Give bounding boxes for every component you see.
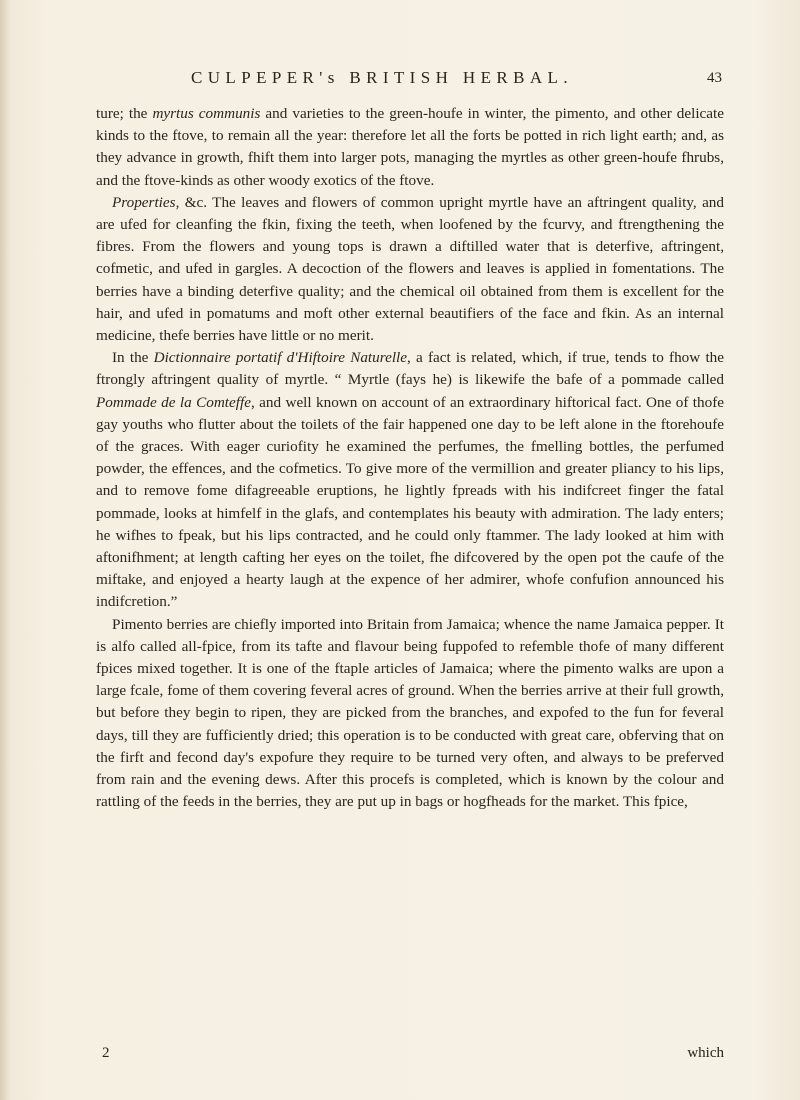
body-text [96,103,724,814]
italic-run: Pommade de la Comteffe [96,393,251,411]
signature-mark: 2 [102,1045,110,1061]
text-run: , and well known on account of an extraordinary hiftorical fact. One of thofe gay youths who flutter about the toilets of the fair happened one day to be left alone in the ftorehoufe of the graces. With eager curiofity he examined the perfumes, the fmelling bottles, the perfumed powder, the effences, and the cofmetics. To give more of the vermillion and greater pliancy to his lips, and to remove fome difagreeable eruptions, he lightly fpreads with his indifcreet finger the fatal pommade, looks at himfelf in the glafs, and contemplates his beauty with admiration. The lady enters; he wifhes to fpeak, but his lips contracted, and he could only ftammer. The lady looked at him with aftonifhment; at length cafting her eyes on the toilet, fhe difcovered by the open pot the caufe of the miftake, and enjoyed a hearty laugh at the expence of her admirer, whofe confufion announced his indifcretion.” [96,393,725,611]
text-run: and varieties to the green-houfe in winter, the pimento, and other delicate kinds to the ftove, to remain all the year: therefore let all the forts be potted in rich light earth; and, as they advance in growth, fhift them into larger pots, managing the myrtles as other green-houfe fhrubs, and the ftove-kinds as other woody exotics of the ftove. [96,105,724,189]
page-gutter-shadow [0,0,10,1100]
text-run: , &c. The leaves and flowers of common upright myrtle have an aftringent quality, and are ufed for cleanfing the fkin, fixing the teeth, when loofened by the fcurvy, and ftrengthening the fibres. From the flowers and young tops is drawn a diftilled water that is deterfive, aftringent, cofmetic, and ufed in gargles. A decoction of the flowers and leaves is applied in fomentations. The berries have a binding deterfive quality; and the chemical oil obtained from them is excellent for the hair, and ufed in pomatums and moft other external beautifiers of the face and fkin. As an internal medicine, thefe berries have little or no merit. [96,193,724,345]
running-title: CULPEPER's BRITISH HERBAL. [191,68,573,87]
paragraph-cultivation [96,103,724,192]
catchword: which [687,1045,724,1061]
paragraph-pimento [96,614,724,814]
text-run: In the [112,349,154,367]
paragraph-anecdote [96,347,724,613]
text-run: ture; the [96,105,153,122]
page-footer [96,1045,724,1067]
text-run: Pimento berries are chiefly imported into Britain from Jamaica; whence the name Jamaica pepper. It is alfo called all-fpice, from its tafte and flavour being fuppofed to refemble thofe of many different fpices mixed together. It is one of the ftaple articles of Jamaica; where the pimento walks are upon a large fcale, fome of them covering feveral acres of ground. When the berries arrive at their full growth, but before they begin to ripen, they are picked from the branches, and expofed to the fun for feveral days, till they are fufficiently dried; this operation is to be conducted with great care, obferving that on the firft and fecond day's expofure they require to be turned very often, and always to be preferved from rain and the evening dews. After this procefs is completed, which is known by the colour and rattling of the feeds in the berries, they are put up in bags or hogfheads for the market. This fpice, [96,615,724,811]
paragraph-properties [96,192,724,347]
italic-run: Dictionnaire portatif d'Hiftoire Naturelle [153,349,408,367]
italic-run: myrtus communis [152,105,261,122]
page-header [72,68,722,98]
text-run: , a fact is related, which, if true, tends to fhow the ftrongly aftringent quality of myrtle. “ Myrtle (fays he) is likewife the bafe of a pommade called [96,349,724,389]
italic-run: Properties [112,193,176,211]
page-number: 43 [707,70,722,86]
